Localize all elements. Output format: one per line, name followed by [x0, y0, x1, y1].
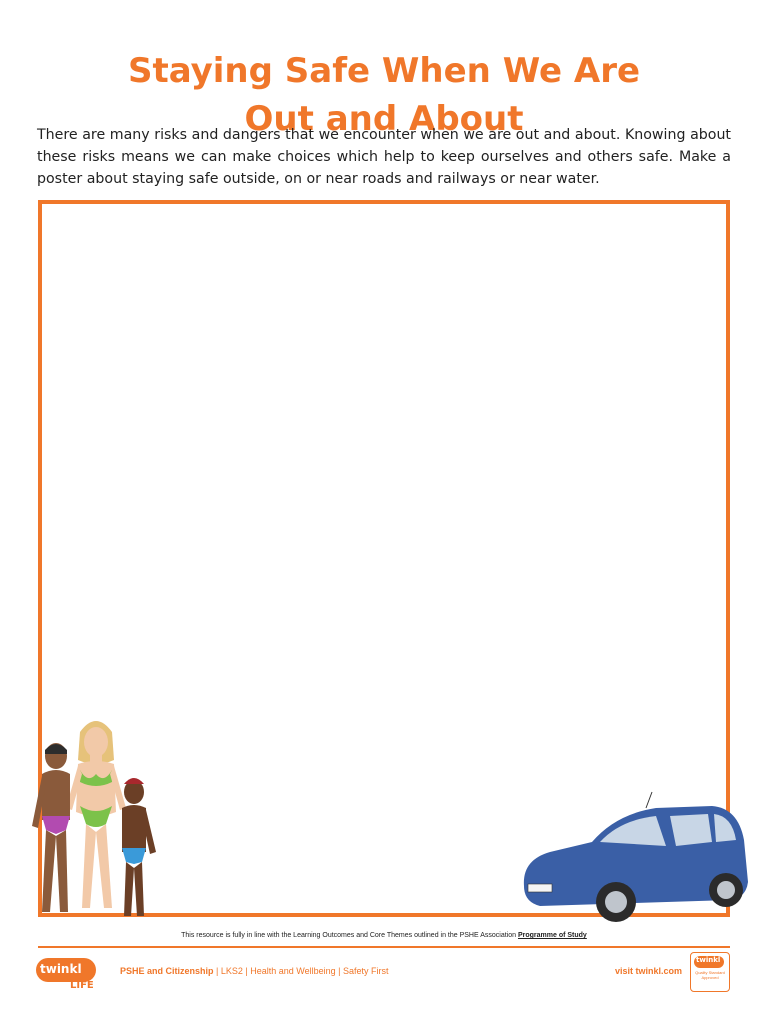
breadcrumb	[120, 966, 388, 976]
programme-of-study-link[interactable]: Programme of Study	[517, 932, 587, 939]
footer-divider	[38, 946, 730, 948]
visit-twinkl-link[interactable]: visit twinkl.com	[614, 966, 682, 976]
crumb-subject: PSHE and Citizenship	[120, 966, 214, 976]
footer-note-text: This resource is fully in line with the Learning Outcomes and Core Themes outlined in the PSHE Association	[181, 932, 517, 939]
crumb-sep-2: |	[242, 966, 251, 976]
logo-sub: LIFE	[70, 980, 94, 991]
twinkl-life-logo-icon[interactable]	[36, 954, 108, 992]
crumb-level: LKS2	[220, 966, 243, 976]
footer-bar	[0, 952, 768, 992]
crumb-sep-1: |	[213, 966, 221, 976]
footer-note	[0, 932, 768, 939]
right-boy-figure	[122, 778, 156, 916]
crumb-unit: Safety First	[342, 966, 389, 976]
title-line-2: Out and About	[244, 98, 524, 139]
title-line-1: Staying Safe When We Are	[127, 50, 641, 91]
left-boy-figure	[32, 743, 70, 912]
intro-paragraph: There are many risks and dangers that we encounter when we are out and about. Knowing about these risks means we can make choices which help to keep ourselves and others safe. Make a poster about staying safe outside, on or near roads and railways or near water.	[37, 127, 731, 187]
quality-standard-badge-icon	[690, 952, 730, 992]
girl-figure	[66, 721, 126, 908]
badge-word: twinkl	[696, 956, 721, 964]
badge-text: Quality Standard Approved	[695, 970, 725, 980]
badge-bubble	[694, 956, 724, 968]
crumb-topic: Health and Wellbeing	[250, 966, 336, 976]
blue-car-icon	[516, 790, 752, 926]
crumb-sep-3: |	[335, 966, 343, 976]
logo-word: twinkl	[40, 962, 82, 976]
children-swimwear-icon	[26, 712, 166, 928]
